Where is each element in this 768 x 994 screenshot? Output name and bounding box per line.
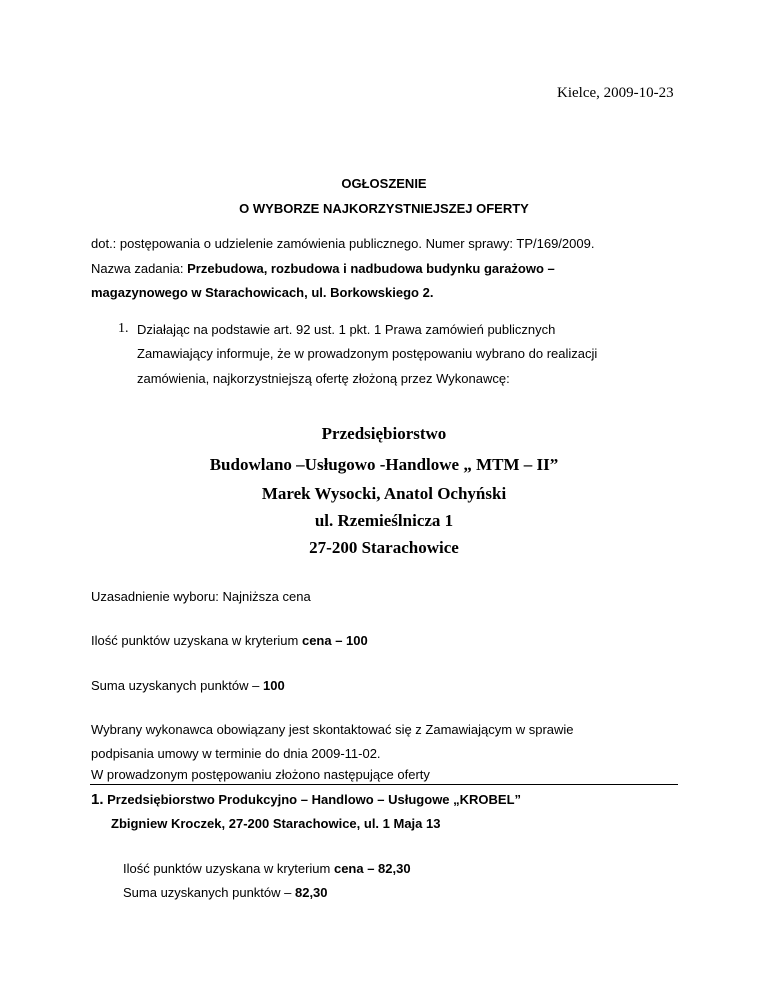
offer-1-name: Przedsiębiorstwo Produkcyjno – Handlowo – Usługowe „KROBEL” [107, 792, 522, 807]
winner-line-3: Marek Wysocki, Anatol Ochyński [261, 484, 507, 503]
notice-title: OGŁOSZENIE [341, 176, 427, 191]
offer-1-total-value: 82,30 [294, 885, 328, 900]
offers-intro: W prowadzonym postępowaniu złożono następujące oferty [91, 767, 430, 782]
divider [90, 784, 678, 785]
offer-1-criterion-value: cena – 82,30 [333, 861, 411, 876]
contact-line-1: Wybrany wykonawca obowiązany jest skontaktować się z Zamawiającym w sprawie [91, 722, 574, 737]
offer-1-header [91, 791, 521, 808]
contact-line-2: podpisania umowy w terminie do dnia 2009-11-02. [91, 746, 381, 761]
task-name-continued: magazynowego w Starachowicach, ul. Borkowskiego 2. [91, 285, 434, 300]
offer-1-number: 1. [91, 791, 104, 808]
winner-line-5: 27-200 Starachowice [309, 538, 459, 557]
points-criterion-value: cena – 100 [301, 633, 368, 648]
offer-1-address: Zbigniew Kroczek, 27-200 Starachowice, ul. 1 Maja 13 [111, 816, 441, 831]
place-date: Kielce, 2009-10-23 [557, 85, 674, 101]
points-total-label: Suma uzyskanych punktów – [91, 678, 263, 693]
points-criterion [91, 633, 368, 648]
case-reference: dot.: postępowania o udzielenie zamówienia publicznego. Numer sprawy: TP/169/2009. [91, 236, 595, 251]
task-label: Nazwa zadania: [91, 261, 188, 276]
winner-line-4: ul. Rzemieślnicza 1 [314, 511, 454, 530]
justification: Uzasadnienie wyboru: Najniższa cena [91, 589, 311, 604]
offer-1-criterion [123, 861, 411, 876]
point-1-number: 1. [118, 321, 129, 336]
offer-1-total [123, 885, 328, 900]
offer-1-total-label: Suma uzyskanych punktów – [123, 885, 295, 900]
points-total-value: 100 [262, 678, 285, 693]
points-total [91, 678, 285, 693]
notice-subtitle: O WYBORZE NAJKORZYSTNIEJSZEJ OFERTY [239, 201, 529, 216]
offer-1-criterion-label: Ilość punktów uzyskana w kryterium [123, 861, 334, 876]
point-1-line-1: Działając na podstawie art. 92 ust. 1 pkt. 1 Prawa zamówień publicznych [137, 322, 556, 337]
task-name-line [91, 261, 555, 276]
points-criterion-label: Ilość punktów uzyskana w kryterium [91, 633, 302, 648]
winner-line-1: Przedsiębiorstwo [321, 424, 447, 443]
task-name: Przebudowa, rozbudowa i nadbudowa budynku garażowo – [187, 261, 555, 276]
point-1-line-2: Zamawiający informuje, że w prowadzonym postępowaniu wybrano do realizacji [137, 346, 598, 361]
point-1-line-3: zamówienia, najkorzystniejszą ofertę złożoną przez Wykonawcę: [137, 371, 510, 386]
winner-line-2: Budowlano –Usługowo -Handlowe „ MTM – II” [209, 455, 559, 474]
